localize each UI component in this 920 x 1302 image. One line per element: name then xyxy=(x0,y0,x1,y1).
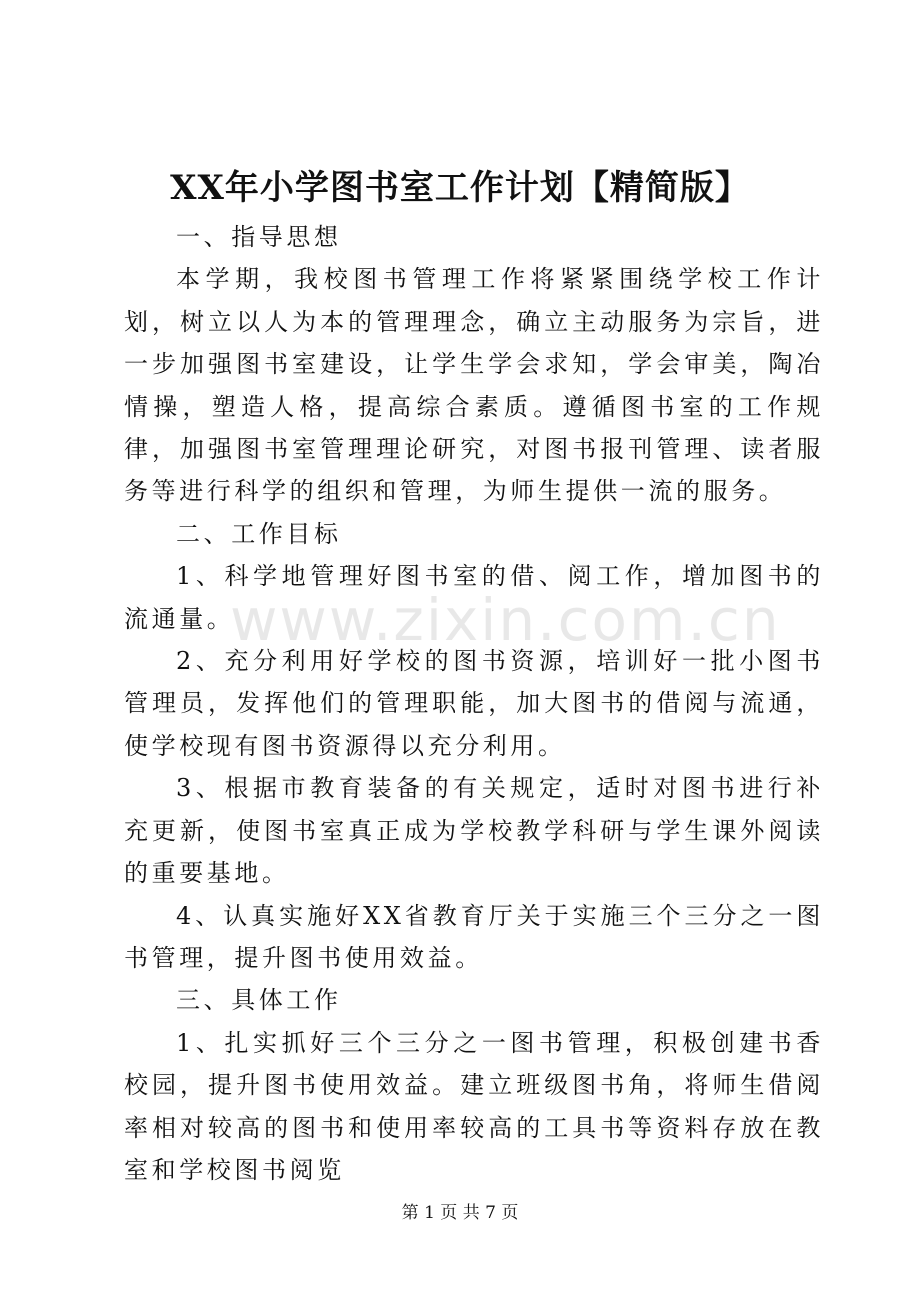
paragraph-goal-1: 1、科学地管理好图书室的借、阅工作，增加图书的流通量。 xyxy=(124,562,824,633)
document-body xyxy=(124,216,824,1191)
paragraph-guiding-ideology: 本学期，我校图书管理工作将紧紧围绕学校工作计划，树立以人为本的管理理念，确立主动服务为宗旨，进一步加强图书室建设，让学生学会求知，学会审美，陶冶情操，塑造人格，提高综合素质。遵循图书室的工作规律，加强图书室管理理论研究，对图书报刊管理、读者服务等进行科学的组织和管理，为师生提供一流的服务。 xyxy=(124,265,824,506)
page-number-footer: 第 1 页 共 7 页 xyxy=(401,1203,519,1223)
paragraph-goal-2: 2、充分利用好学校的图书资源，培训好一批小图书管理员，发挥他们的管理职能，加大图书的借阅与流通，使学校现有图书资源得以充分利用。 xyxy=(124,647,824,760)
document-title: XX年小学图书室工作计划【精简版】 xyxy=(170,168,750,208)
watermark: www.zixin.com.cn xyxy=(230,586,781,654)
section-heading-specific-work: 三、具体工作 xyxy=(176,986,342,1015)
paragraph-goal-4: 4、认真实施好XX省教育厅关于实施三个三分之一图书管理，提升图书使用效益。 xyxy=(124,901,824,972)
paragraph-work-1: 1、扎实抓好三个三分之一图书管理，积极创建书香校园，提升图书使用效益。建立班级图书角，将师生借阅率相对较高的图书和使用率较高的工具书等资料存放在教室和学校图书阅览 xyxy=(124,1028,824,1184)
section-heading-work-goals: 二、工作目标 xyxy=(176,519,342,548)
paragraph-goal-3: 3、根据市教育装备的有关规定，适时对图书进行补充更新，使图书室真正成为学校教学科研与学生课外阅读的重要基地。 xyxy=(124,774,824,888)
section-heading-guiding-ideology: 一、指导思想 xyxy=(176,223,342,251)
